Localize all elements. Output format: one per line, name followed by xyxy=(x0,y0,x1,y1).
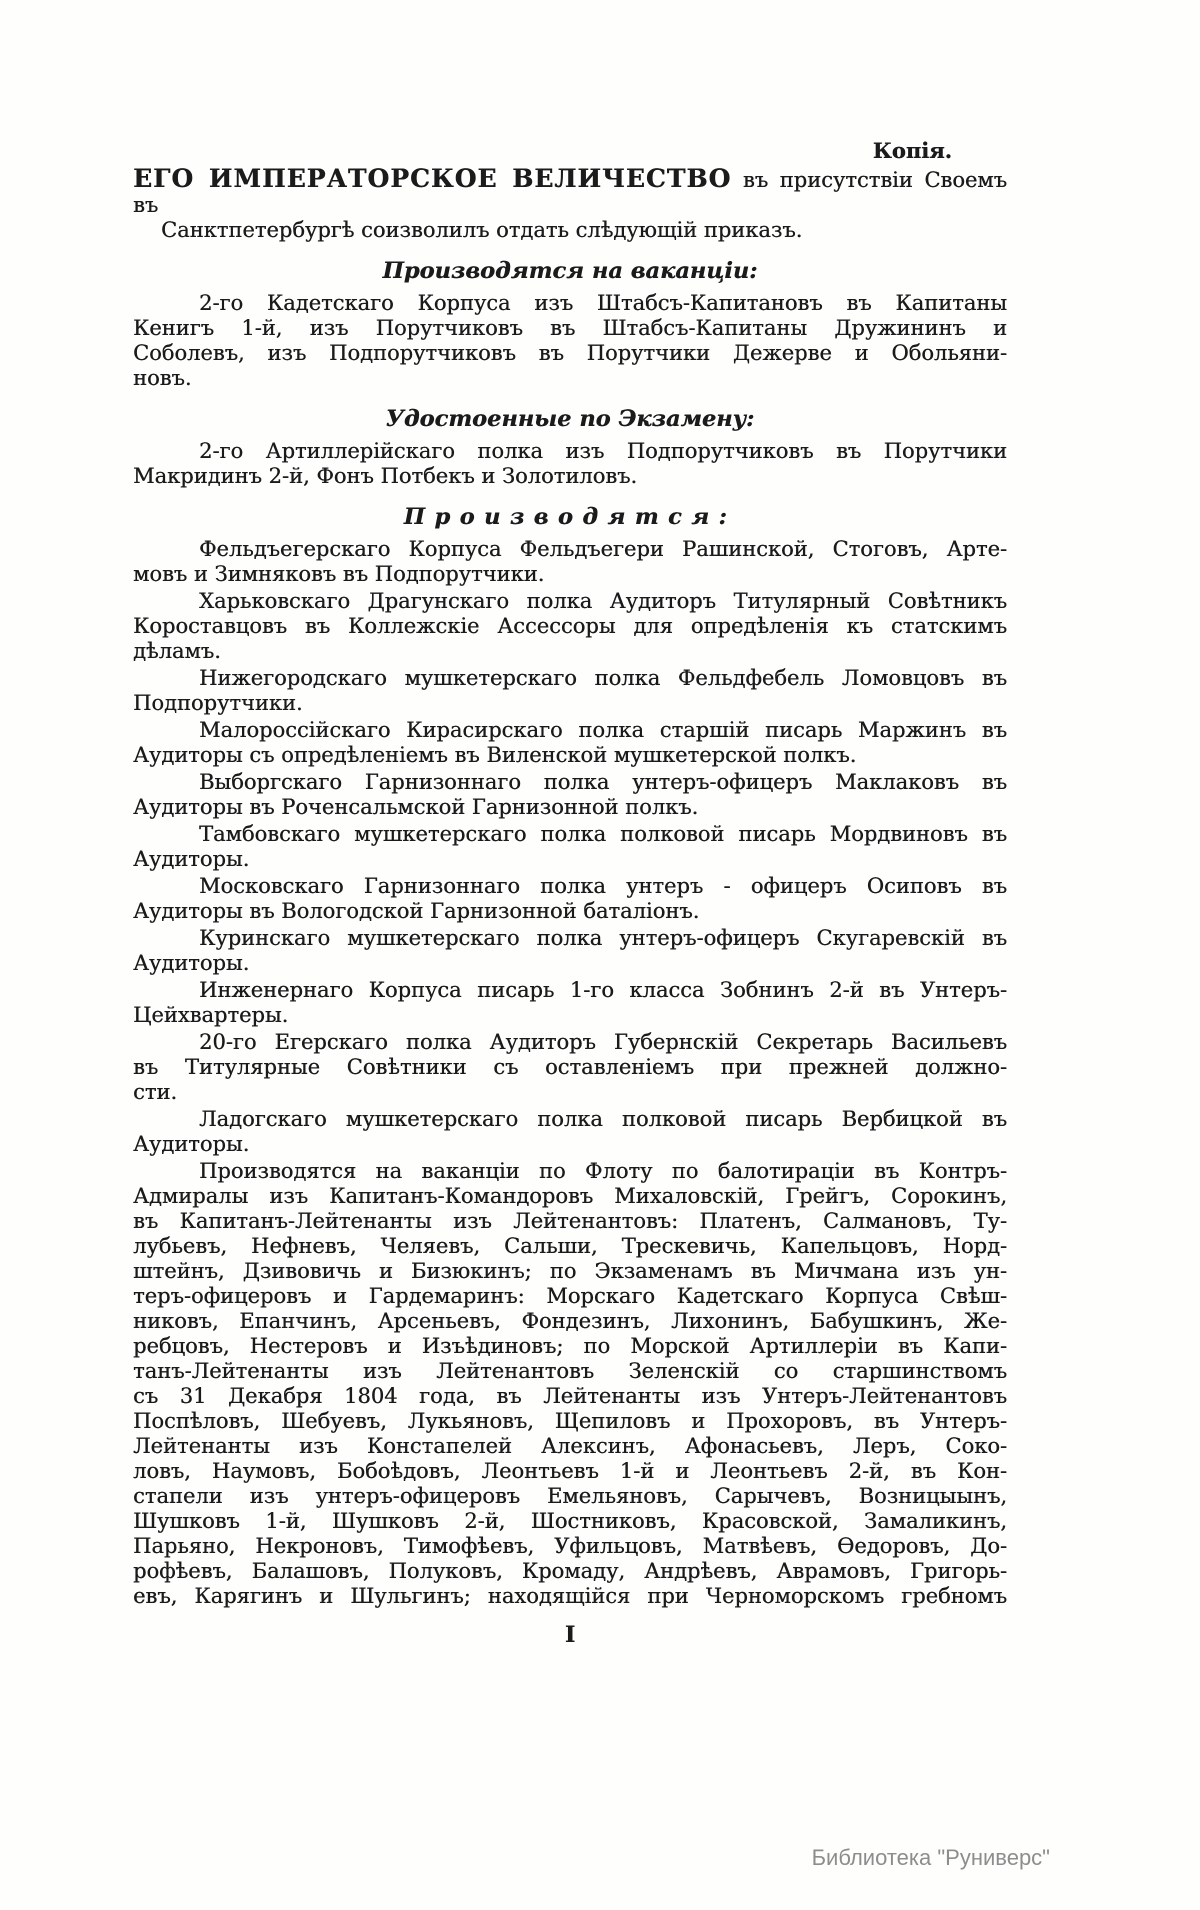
text-line: стапели изъ унтеръ-офицеровъ Емельяновъ, Сарычевъ, Возницыынъ, xyxy=(133,1484,1007,1508)
text-line: мовъ и Зимняковъ въ Подпорутчики. xyxy=(133,562,545,586)
paragraph xyxy=(133,589,1007,664)
text-line: Производятся на ваканціи по Флоту по балотираціи въ Контръ- xyxy=(199,1159,1007,1183)
opening-paragraph xyxy=(133,166,1007,243)
text-line: Соболевъ, изъ Подпорутчиковъ въ Порутчики Дежерве и Обольяни- xyxy=(133,341,1007,365)
section-heading-0: Производятся на ваканціи: xyxy=(382,258,758,284)
text-line: Выборгскаго Гарнизоннаго полка унтеръ-офицеръ Маклаковъ въ xyxy=(199,770,1007,794)
paragraph xyxy=(133,439,1007,489)
text-line: Аудиторы въ Вологодской Гарнизонной баталіонъ. xyxy=(133,899,700,923)
text-line: Короставцовъ въ Коллежскіе Ассессоры для опредѣленія къ статскимъ xyxy=(133,614,1007,638)
text-line: сти. xyxy=(133,1080,178,1104)
text-line: 20-го Егерскаго полка Аудиторъ Губернскій Секретарь Васильевъ xyxy=(199,1030,1007,1054)
imperial-order-text xyxy=(133,138,1007,1648)
text-line: штейнъ, Дзивовичь и Бизюкинъ; по Экзаменамъ въ Мичмана изъ ун- xyxy=(133,1259,1007,1283)
text-line: Харьковскаго Драгунскаго полка Аудиторъ Титулярный Совѣтникъ xyxy=(199,589,1007,613)
text-line: Нижегородскаго мушкетерскаго полка Фельдфебель Ломовцовъ въ xyxy=(199,666,1007,690)
section-heading-1: Удостоенные по Экзамену: xyxy=(385,406,755,432)
text-line: Парьяно, Некроновъ, Тимофѣевъ, Уфильцовъ, Матвѣевъ, Ѳедоровъ, До- xyxy=(133,1534,1007,1558)
paragraph xyxy=(133,978,1007,1028)
text-line: въ Капитанъ-Лейтенанты изъ Лейтенантовъ: Платенъ, Салмановъ, Ту- xyxy=(133,1209,1007,1233)
text-line: дѣламъ. xyxy=(133,639,221,663)
text-line: Адмиралы изъ Капитанъ-Командоровъ Михаловскій, Грейгъ, Сорокинъ, xyxy=(133,1184,1007,1208)
text-line: Кенигъ 1-й, изъ Порутчиковъ въ Штабсъ-Капитаны Дружининъ и xyxy=(133,316,1007,340)
text-line: Лейтенанты изъ Констапелей Алексинъ, Афонасьевъ, Леръ, Соко- xyxy=(133,1434,1007,1458)
text-line: Инженернаго Корпуса писарь 1-го класса Зобнинъ 2-й въ Унтеръ- xyxy=(199,978,1007,1002)
text-line: Малороссійскаго Кирасирскаго полка старшій писарь Маржинъ въ xyxy=(199,718,1007,742)
section-heading-2: Производятся: xyxy=(403,504,737,530)
text-line: Аудиторы. xyxy=(133,1132,250,1156)
text-line: Куринскаго мушкетерскаго полка унтеръ-офицеръ Скугаревскій въ xyxy=(199,926,1007,950)
text-line: Фельдъегерскаго Корпуса Фельдъегери Рашинской, Стоговъ, Арте- xyxy=(199,537,1007,561)
imperial-title-lead: ЕГО ИМПЕРАТОРСКОЕ ВЕЛИЧЕСТВО xyxy=(133,164,732,193)
paragraph xyxy=(133,822,1007,872)
paragraph xyxy=(133,1030,1007,1105)
text-line: съ 31 Декабря 1804 года, въ Лейтенанты изъ Унтеръ-Лейтенантовъ xyxy=(133,1384,1007,1408)
text-line: Аудиторы въ Роченсальмской Гарнизонной полкъ. xyxy=(133,795,699,819)
text-line: Аудиторы съ опредѣленіемъ въ Виленской мушкетерской полкъ. xyxy=(133,743,857,767)
paragraph xyxy=(133,537,1007,587)
text-line: 2-го Кадетскаго Корпуса изъ Штабсъ-Капитановъ въ Капитаны xyxy=(199,291,1007,315)
signature-mark: І xyxy=(564,1622,576,1648)
copy-label: Копія. xyxy=(872,138,952,163)
text-line: никовъ, Епанчинъ, Арсеньевъ, Фондезинъ, Лихонинъ, Бабушкинъ, Же- xyxy=(133,1309,1007,1333)
text-line: евъ, Карягинъ и Шульгинъ; находящійся при Черноморскомъ гребномъ xyxy=(133,1584,1007,1608)
text-line: танъ-Лейтенанты изъ Лейтенантовъ Зеленскій со старшинствомъ xyxy=(133,1359,1007,1383)
text-line: Аудиторы. xyxy=(133,847,250,871)
text-line: рофѣевъ, Балашовъ, Полуковъ, Кромаду, Андрѣевъ, Аврамовъ, Григорь- xyxy=(133,1559,1007,1583)
text-line: ловъ, Наумовъ, Бобоѣдовъ, Леонтьевъ 1-й и Леонтьевъ 2-й, въ Кон- xyxy=(133,1459,1007,1483)
text-line: Шушковъ 1-й, Шушковъ 2-й, Шостниковъ, Красовской, Замаликинъ, xyxy=(133,1509,1007,1533)
text-line: Московскаго Гарнизоннаго полка унтеръ - офицеръ Осиповъ въ xyxy=(199,874,1007,898)
text-line: Цейхвартеры. xyxy=(133,1003,289,1027)
text-line: ребцовъ, Нестеровъ и Изъѣдиновъ; по Морской Артиллеріи въ Капи- xyxy=(133,1334,1007,1358)
text-line: Поспѣловъ, Шебуевъ, Лукьяновъ, Щепиловъ и Прохоровъ, въ Унтеръ- xyxy=(133,1409,1007,1433)
paragraph xyxy=(133,1159,1007,1609)
text-line: Подпорутчики. xyxy=(133,691,303,715)
paragraph xyxy=(133,874,1007,924)
paragraph xyxy=(133,291,1007,391)
text-line: Тамбовскаго мушкетерскаго полка полковой писарь Мордвиновъ въ xyxy=(199,822,1007,846)
text-line: новъ. xyxy=(133,366,192,390)
text-line: въ Титулярные Совѣтники съ оставленіемъ при прежней должно- xyxy=(133,1055,1007,1079)
text-line: Аудиторы. xyxy=(133,951,250,975)
paragraph xyxy=(133,770,1007,820)
paragraph xyxy=(133,1107,1007,1157)
text-line: Макридинъ 2-й, Фонъ Потбекъ и Золотиловъ. xyxy=(133,464,638,488)
paragraph xyxy=(133,926,1007,976)
text-line: лубьевъ, Нефневъ, Челяевъ, Сальши, Трескевичь, Капельцовъ, Норд- xyxy=(133,1234,1007,1258)
text-line: теръ-офицеровъ и Гардемаринъ: Морскаго Кадетскаго Корпуса Свѣш- xyxy=(133,1284,1007,1308)
paragraph xyxy=(133,666,1007,716)
text-line: 2-го Артиллерійскаго полка изъ Подпорутчиковъ въ Порутчики xyxy=(199,439,1007,463)
text-line: ЕГО ИМПЕРАТОРСКОЕ ВЕЛИЧЕСТВО въ присутствіи Своемъ въ xyxy=(133,164,1008,217)
text-line: Санктпетербургѣ соизволилъ отдать слѣдующій приказъ. xyxy=(161,218,803,242)
runivers-library-watermark: Библиотека "Руниверс" xyxy=(811,1845,1050,1870)
text-line: Ладогскаго мушкетерскаго полка полковой писарь Вербицкой въ xyxy=(199,1107,1007,1131)
paragraph xyxy=(133,718,1007,768)
